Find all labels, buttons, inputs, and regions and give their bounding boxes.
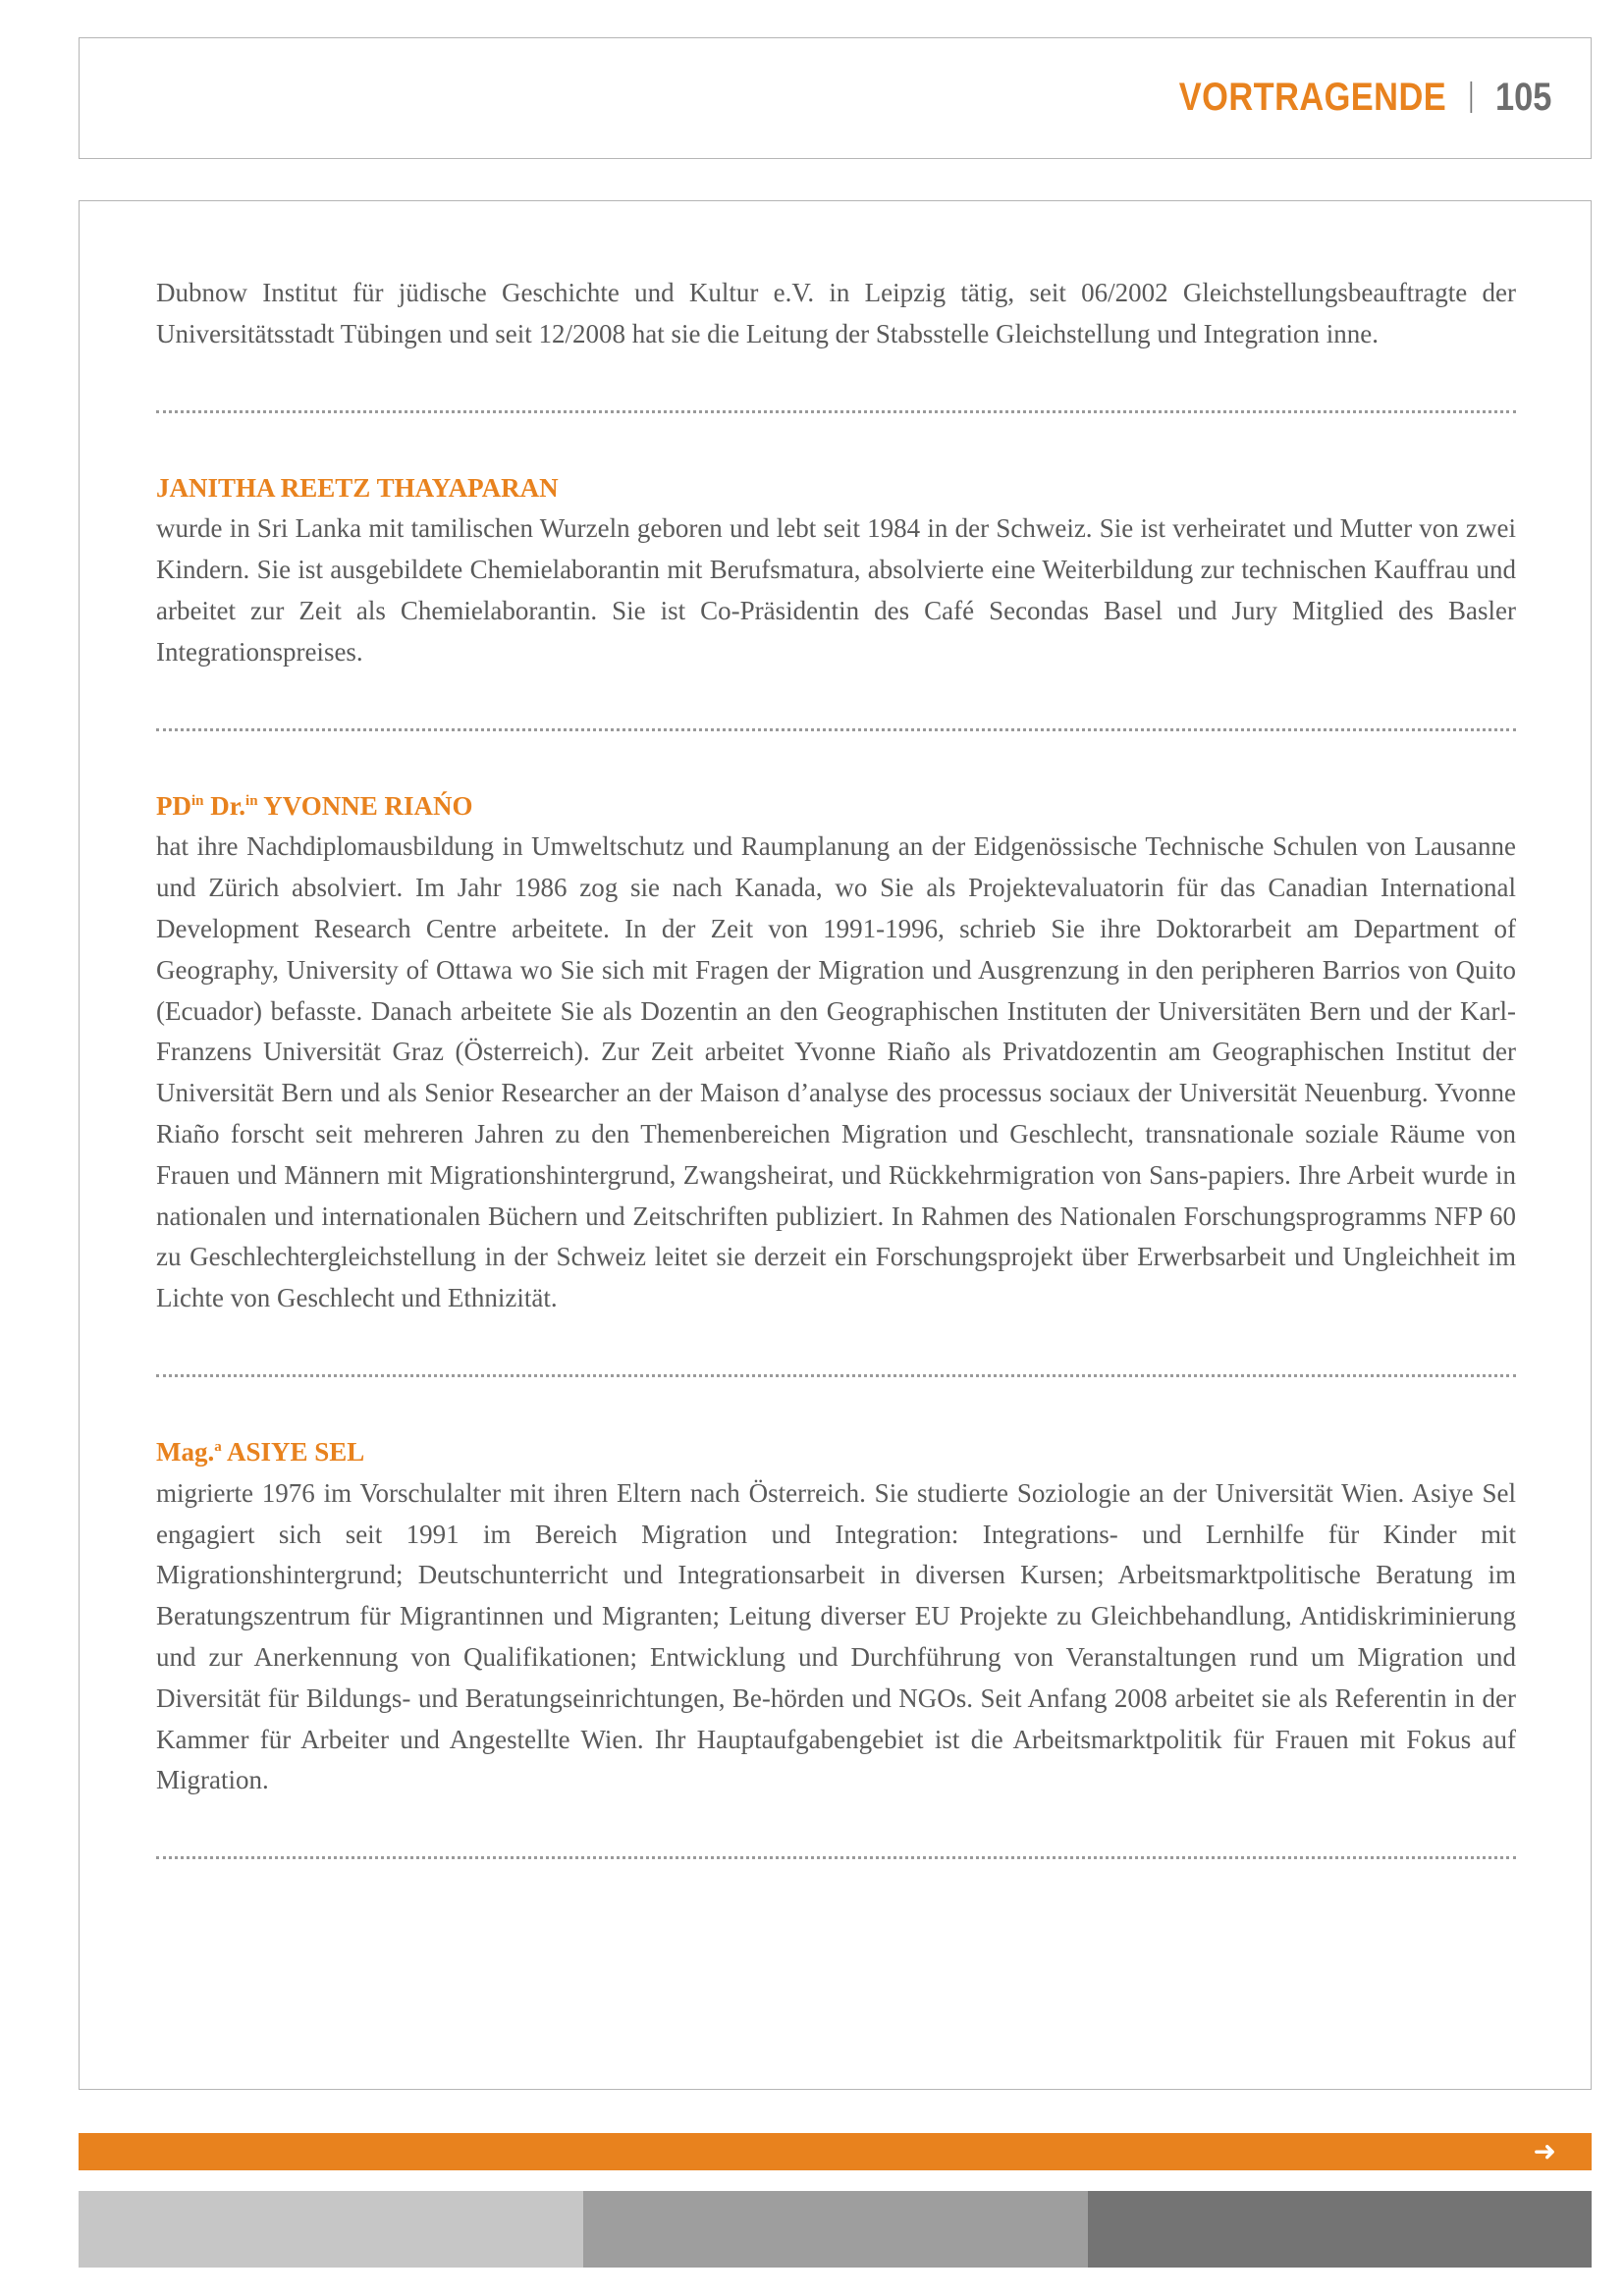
section-title: VORTRAGENDE xyxy=(1178,76,1446,119)
footer-bar xyxy=(79,2133,1592,2170)
speaker-name: JANITHA REETZ THAYAPARAN xyxy=(156,472,559,503)
footer-strip-dark xyxy=(1088,2191,1592,2268)
speaker-bio: wurde in Sri Lanka mit tamilischen Wurzeln geboren und lebt seit 1984 in der Schweiz. Sie ist verheiratet und Mutter von zwei Kindern. Sie ist ausgebildete Chemielaborantin mit Berufsmatura, absolvierte eine Weiterbildung zur technischen Kauffrau und arbeitet zur Zeit als Chemielaborantin. Sie ist Co-Präsidentin des Café Secondas Basel und Jury Mitglied des Basler Integrationspreises. xyxy=(156,513,1516,667)
dotted-divider xyxy=(156,728,1516,731)
dotted-divider xyxy=(156,1856,1516,1859)
speaker-name: $PD^{in}$ Dr.$^{in}$ YVONNE RIAŃO xyxy=(156,790,473,821)
dotted-divider xyxy=(156,1374,1516,1377)
speaker-name: Mag.$^a$ ASIYE SEL xyxy=(156,1436,365,1467)
page-number: 105 xyxy=(1494,76,1551,119)
arrow-right-icon[interactable]: ➜ xyxy=(1533,2135,1556,2167)
footer-strip-light xyxy=(79,2191,583,2268)
speaker-bio: migrierte 1976 im Vorschulalter mit ihren Eltern nach Österreich. Sie studierte Soziologie an der Universität Wien. Asiye Sel engagiert sich seit 1991 im Bereich Migration und Integration: Integrations- und Lernhilfe für Kinder mit Migrationshintergrund; Deutschunterricht und Integrationsarbeit in diversen Kursen; Arbeitsmarktpolitische Beratung im Beratungszentrum für Migrantinnen und Migranten; Leitung diverser EU Projekte zu Gleichbehandlung, Antidiskriminierung und zur Anerkennung von Qualifikationen; Entwicklung und Durchführung von Veranstaltungen rund um Migration und Diversität für Bildungs- und Beratungseinrichtungen, Be-hörden und NGOs. Seit Anfang 2008 arbeitet sie als Referentin in der Kammer für Arbeiter und Angestellte Wien. Ihr Hauptaufgabengebiet ist die Arbeitsmarktpolitik für Frauen mit Fokus auf Migration. xyxy=(156,1477,1516,1795)
speaker-list xyxy=(156,273,1516,1914)
content-frame xyxy=(79,200,1592,2090)
speaker-entry xyxy=(156,786,1516,1319)
page-header xyxy=(79,37,1592,159)
intro-paragraph: Dubnow Institut für jüdische Geschichte und Kultur e.V. in Leipzig tätig, seit 06/2002 Gleichstellungsbeauftragte der Universitätsstadt Tübingen und seit 12/2008 hat sie die Leitung der Stabsstelle Gleichstellung und Integration inne. xyxy=(156,278,1516,348)
dotted-divider xyxy=(156,410,1516,413)
header-title-group xyxy=(1178,74,1551,121)
speaker-entry xyxy=(156,1432,1516,1801)
speaker-entry xyxy=(156,468,1516,673)
speaker-bio: hat ihre Nachdiplomausbildung in Umweltschutz und Raumplanung an der Eidgenössische Technische Schulen von Lausanne und Zürich absolviert. Im Jahr 1986 zog sie nach Kanada, wo Sie als Projektevaluatorin für das Canadian International Development Research Centre arbeitete. In der Zeit von 1991-1996, schrieb Sie ihre Doktorarbeit am Department of Geography, University of Ottawa wo Sie sich mit Fragen der Migration und Ausgrenzung in den peripheren Barrios von Quito (Ecuador) befasste. Danach arbeitete Sie als Dozentin an den Geographischen Instituten der Universitäten Bern und der Karl-Franzens Universität Graz (Österreich). Zur Zeit arbeitet Yvonne Riaño als Privatdozentin am Geographischen Institut der Universität Bern und als Senior Researcher an der Maison d’analyse des processus sociaux der Universität Neuenburg. Yvonne Riaño forscht seit mehreren Jahren zu den Themenbereichen Migration und Geschlecht, transnationale soziale Räume von Frauen und Männern mit Migrationshintergrund, Zwangsheirat, und Rückkehrmigration von Sans-papiers. Ihre Arbeit wurde in nationalen und internationalen Büchern und Zeitschriften publiziert. In Rahmen des Nationalen Forschungsprogramms NFP 60 zu Geschlechtergleichstellung in der Schweiz leitet sie derzeit ein Forschungsprojekt über Erwerbsarbeit und Ungleichheit im Lichte von Geschlecht und Ethnizität. xyxy=(156,831,1516,1313)
footer-strip-mid xyxy=(583,2191,1088,2268)
header-separator xyxy=(1470,81,1472,113)
